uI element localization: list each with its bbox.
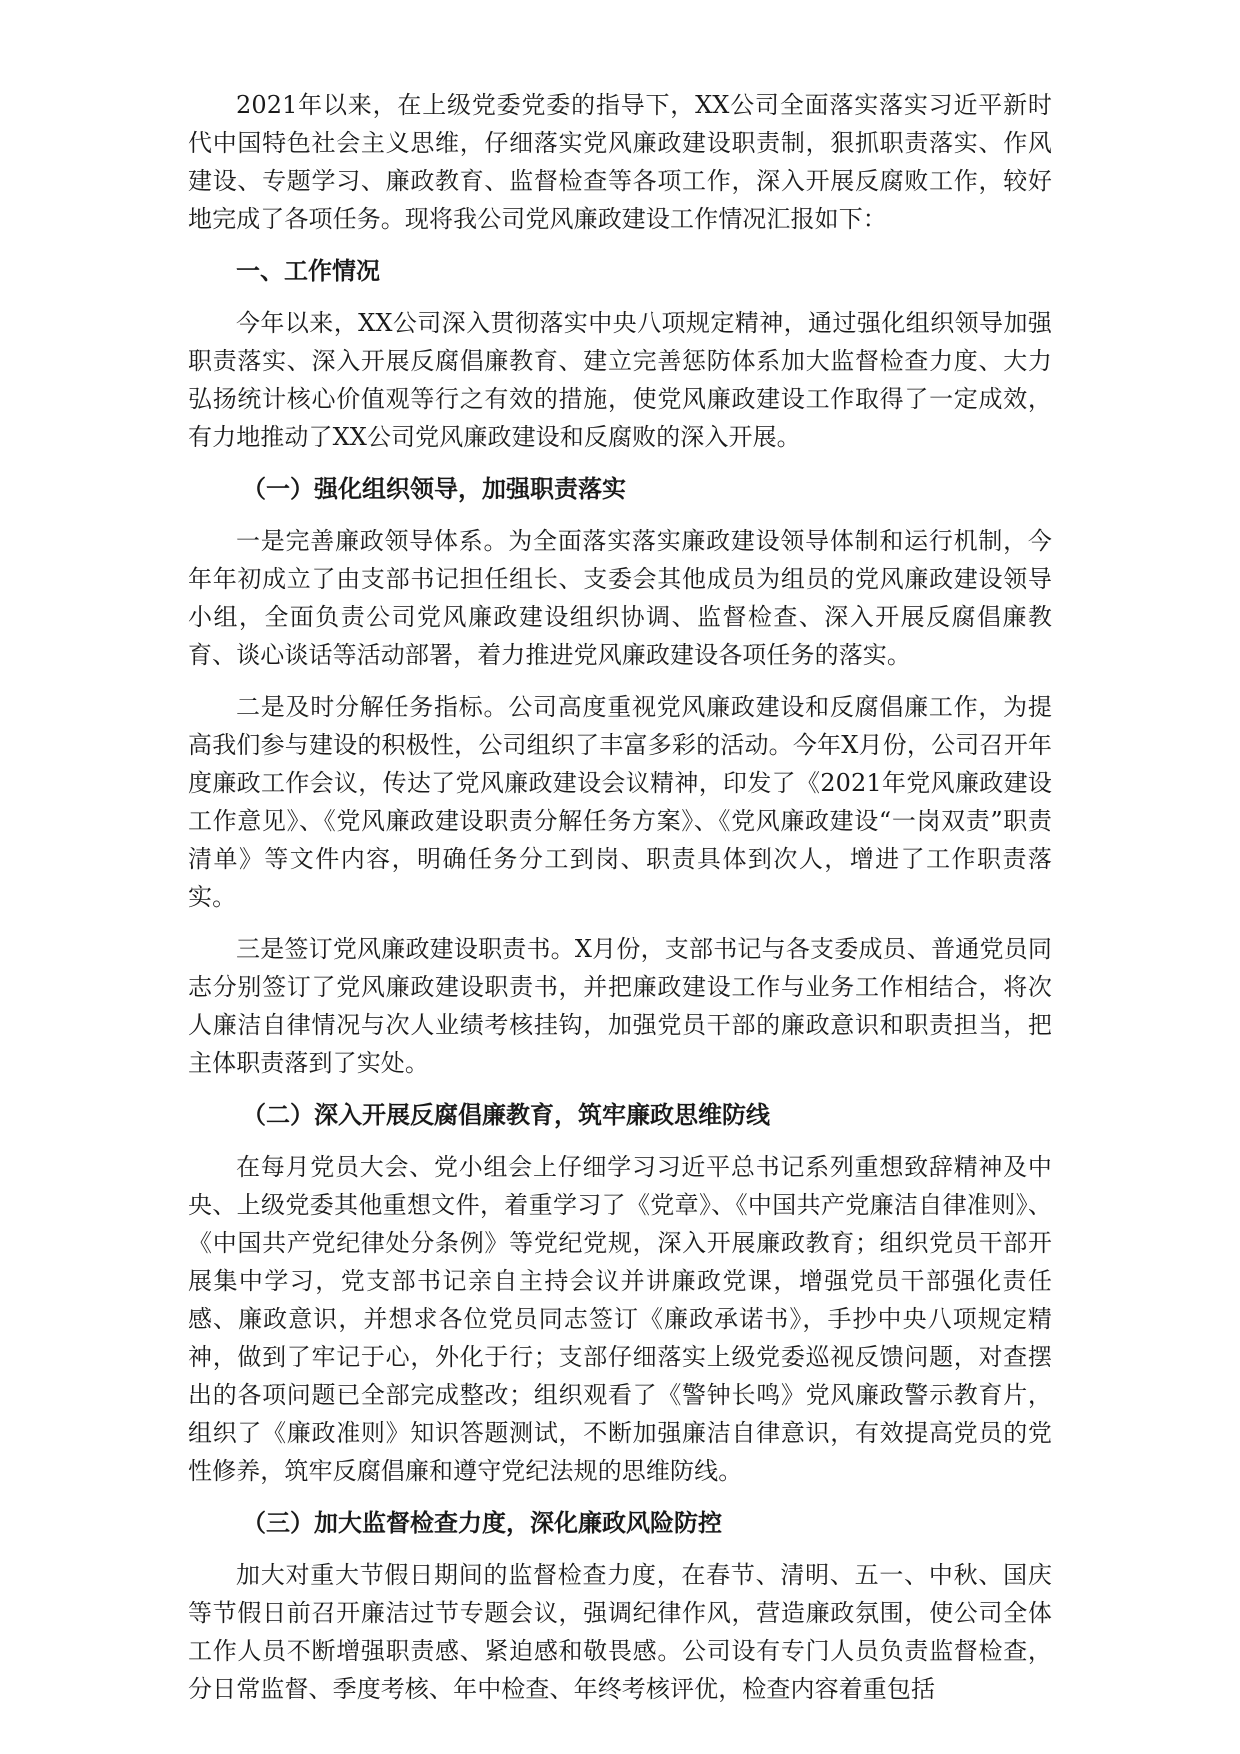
intro-paragraph: 2021年以来，在上级党委党委的指导下，XX公司全面落实落实习近平新时代中国特色社会主义思维，仔细落实党风廉政建设职责制，狠抓职责落实、作风建设、专题学习、廉政教育、监督检查等各项工作，深入开展反腐败工作，较好地完成了各项任务。现将我公司党风廉政建设工作情况汇报如下：	[188, 91, 1052, 233]
section-heading-work-situation: 一、工作情况	[236, 256, 380, 285]
subsection-heading-2: （二）深入开展反腐倡廉教育，筑牢廉政思维防线	[242, 1100, 770, 1129]
section1-intro-paragraph: 今年以来，XX公司深入贯彻落实中央八项规定精神，通过强化组织领导加强职责落实、深入开展反腐倡廉教育、建立完善惩防体系加大监督检查力度、大力弘扬统计核心价值观等行之有效的措施，使党风廉政建设工作取得了一定成效，有力地推动了XX公司党风廉政建设和反腐败的深入开展。	[188, 309, 1052, 451]
subsection1-paragraph-3: 三是签订党风廉政建设职责书。X月份，支部书记与各支委成员、普通党员同志分别签订了党风廉政建设职责书，并把廉政建设工作与业务工作相结合，将次人廉洁自律情况与次人业绩考核挂钩，加强党员干部的廉政意识和职责担当，把主体职责落到了实处。	[188, 935, 1052, 1077]
subsection-heading-1: （一）强化组织领导，加强职责落实	[242, 474, 626, 503]
subsection2-paragraph-1: 在每月党员大会、党小组会上仔细学习习近平总书记系列重想致辞精神及中央、上级党委其他重想文件，着重学习了《党章》、《中国共产党廉洁自律准则》、《中国共产党纪律处分条例》等党纪党规，深入开展廉政教育；组织党员干部开展集中学习，党支部书记亲自主持会议并讲廉政党课，增强党员干部强化责任感、廉政意识，并想求各位党员同志签订《廉政承诺书》，手抄中央八项规定精神，做到了牢记于心，外化于行；支部仔细落实上级党委巡视反馈问题，对查摆出的各项问题已全部完成整改；组织观看了《警钟长鸣》党风廉政警示教育片，组织了《廉政准则》知识答题测试，不断加强廉洁自律意识，有效提高党员的党性修养，筑牢反腐倡廉和遵守党纪法规的思维防线。	[188, 1153, 1052, 1485]
subsection-heading-3: （三）加大监督检查力度，深化廉政风险防控	[242, 1508, 722, 1537]
subsection3-paragraph-1: 加大对重大节假日期间的监督检查力度，在春节、清明、五一、中秋、国庆等节假日前召开廉洁过节专题会议，强调纪律作风，营造廉政氛围，使公司全体工作人员不断增强职责感、紧迫感和敬畏感。公司设有专门人员负责监督检查，分日常监督、季度考核、年中检查、年终考核评优，检查内容着重包括	[188, 1561, 1052, 1703]
subsection1-paragraph-2: 二是及时分解任务指标。公司高度重视党风廉政建设和反腐倡廉工作，为提高我们参与建设的积极性，公司组织了丰富多彩的活动。今年X月份，公司召开年度廉政工作会议，传达了党风廉政建设会议精神，印发了《2021年党风廉政建设工作意见》、《党风廉政建设职责分解任务方案》、《党风廉政建设“一岗双责”职责清单》等文件内容，明确任务分工到岗、职责具体到次人，增进了工作职责落实。	[188, 693, 1052, 911]
subsection1-paragraph-1: 一是完善廉政领导体系。为全面落实落实廉政建设领导体制和运行机制，今年年初成立了由支部书记担任组长、支委会其他成员为组员的党风廉政建设领导小组，全面负责公司党风廉政建设组织协调、监督检查、深入开展反腐倡廉教育、谈心谈话等活动部署，着力推进党风廉政建设各项任务的落实。	[188, 527, 1052, 669]
